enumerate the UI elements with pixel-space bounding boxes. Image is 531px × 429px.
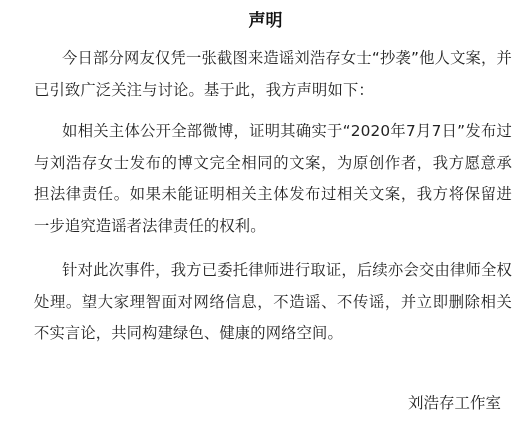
paragraph-action-text: 针对此次事件，我方已委托律师进行取证，后续亦会交由律师全权处理。望大家理智面对网络信息，不造谣、不传谣，并立即删除相关不实言论，共同构建绿色、健康的网络空间。 [34, 261, 512, 342]
paragraph-evidence [34, 116, 512, 242]
paragraph-intro-text: 今日部分网友仅凭一张截图来造谣刘浩存女士“抄袭”他人文案，并已引致广泛关注与讨论。基于此，我方声明如下： [34, 49, 512, 99]
document-title: 声明 [248, 11, 283, 31]
signature: 刘浩存工作室 [407, 394, 501, 412]
paragraph-action [34, 255, 512, 350]
paragraph-intro [34, 43, 512, 106]
paragraph-evidence-text: 如相关主体公开全部微博，证明其确实于“2020年7月7日”发布过与刘浩存女士发布的博文完全相同的文案，为原创作者，我方愿意承担法律责任。如果未能证明相关主体发布过相关文案，我方将保留进一步追究造谣者法律责任的权利。 [34, 122, 512, 235]
